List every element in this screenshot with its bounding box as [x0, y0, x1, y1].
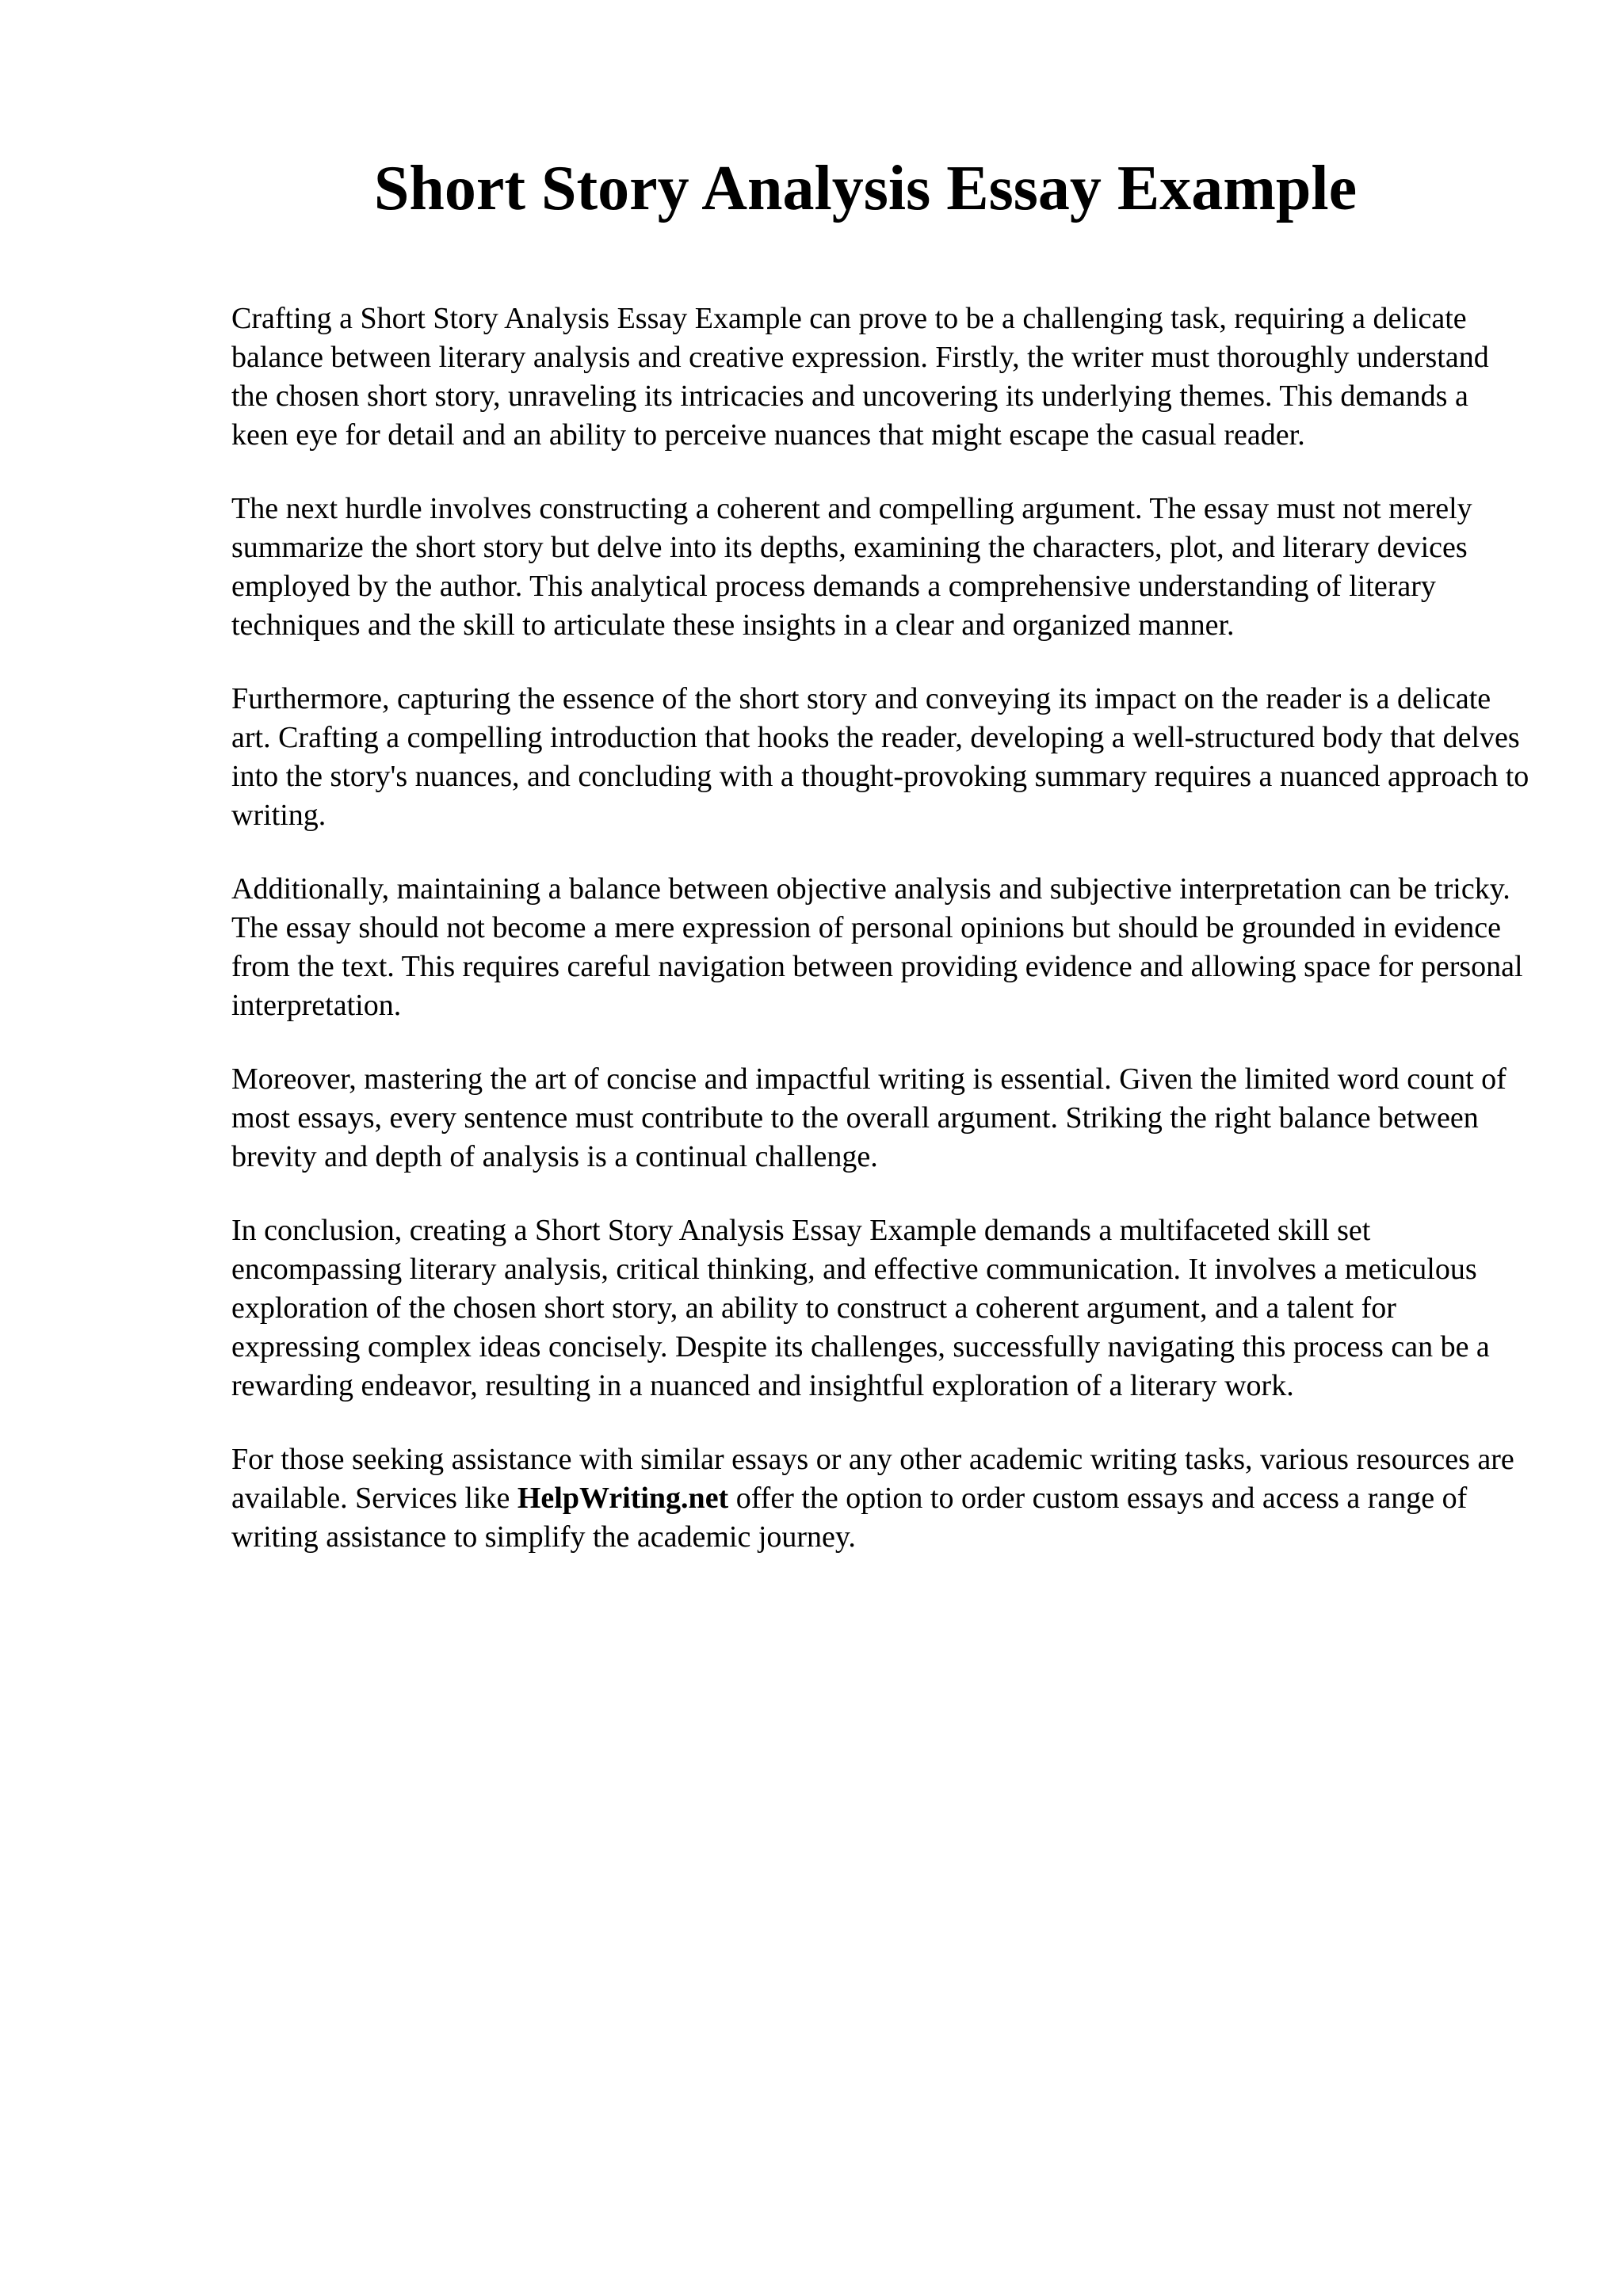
paragraph-5: Moreover, mastering the art of concise and impactful writing is essential. Given the limited word count of most essays, every sentence must contribute to the overall argument. Striking the right balance between brevity and depth of analysis is a continual challenge. [231, 1062, 1507, 1173]
closing-text-after-link: offer the option to order custom essays and access a range of writing assistance to simplify the academic journey. [231, 1482, 1468, 1554]
page-title: Short Story Analysis Essay Example [373, 154, 1358, 223]
paragraph-6: In conclusion, creating a Short Story Analysis Essay Example demands a multifaceted skill set encompassing literary analysis, critical thinking, and effective communication. It involves a meticulous exploration of the chosen short story, an ability to construct a coherent argument, and a talent for expressing complex ideas concisely. Despite its challenges, successfully navigating this process can be a rewarding endeavor, resulting in a nuanced and insightful exploration of a literary work. [231, 1214, 1490, 1402]
paragraph-1: Crafting a Short Story Analysis Essay Example can prove to be a challenging task, requiring a delicate balance between literary analysis and creative expression. Firstly, the writer must thoroughly understand the chosen short story, unraveling its intricacies and uncovering its underlying themes. This demands a keen eye for detail and an ability to perceive nuances that might escape the casual reader. [231, 302, 1489, 452]
paragraph-3: Furthermore, capturing the essence of the short story and conveying its impact on the reader is a delicate art. Crafting a compelling introduction that hooks the reader, developing a well-structured body that delves into the story's nuances, and concluding with a thought-provoking summary requires a nuanced approach to writing. [231, 682, 1529, 832]
paragraph-2: The next hurdle involves constructing a coherent and compelling argument. The essay must not merely summarize the short story but delve into its depths, examining the characters, plot, and literary devices employed by the author. This analytical process demands a comprehensive understanding of literary techniques and the skill to articulate these insights in a clear and organized manner. [231, 492, 1472, 642]
closing-paragraph [231, 1440, 1531, 1557]
paragraph-4: Additionally, maintaining a balance between objective analysis and subjective interpretation can be tricky. The essay should not become a mere expression of personal opinions but should be grounded in evidence from the text. This requires careful navigation between providing evidence and allowing space for personal interpretation. [231, 872, 1523, 1022]
closing-text-before-link: For those seeking assistance with similar essays or any other academic writing tasks, various resources are available. Services like [231, 1443, 1514, 1515]
helpwriting-link[interactable]: HelpWriting.net [517, 1482, 729, 1515]
essay-body [231, 299, 1531, 1557]
